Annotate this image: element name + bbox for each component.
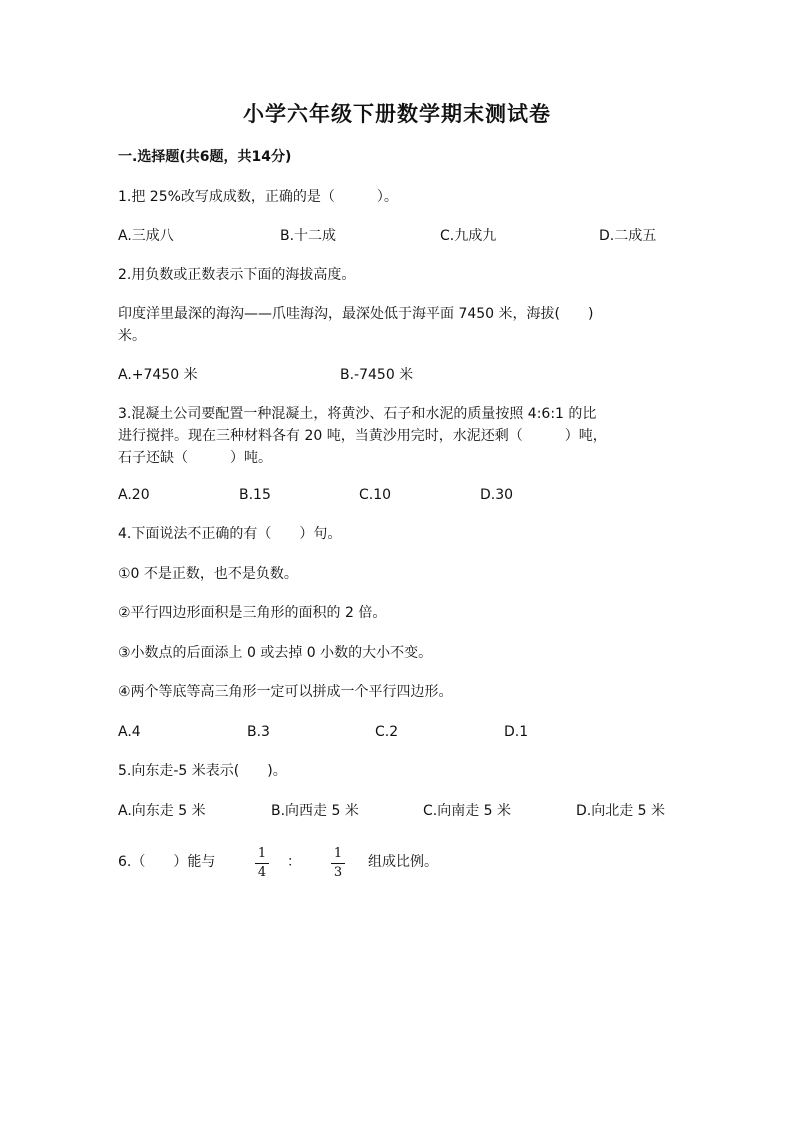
question-1-stem: 1.把 25%改写成成数，正确的是（ ）。 <box>118 189 398 205</box>
question-3-line2: 进行搅拌。现在三种材料各有 20 吨，当黄沙用完时，水泥还剩（ ）吨， <box>118 428 607 444</box>
question-6-suffix: 组成比例。 <box>368 854 438 870</box>
q1-option-d: D.二成五 <box>599 228 657 244</box>
q3-option-a: A.20 <box>118 487 150 503</box>
fraction-1-numerator: 1 <box>257 846 267 861</box>
question-5-stem: 5.向东走-5 米表示( )。 <box>118 763 287 779</box>
q2-option-a: A.+7450 米 <box>118 367 198 383</box>
question-3-line1: 3.混凝土公司要配置一种混凝土，将黄沙、石子和水泥的质量按照 4:6:1 的比 <box>118 406 597 422</box>
q4-statement-4: ④两个等底等高三角形一定可以拼成一个平行四边形。 <box>118 684 453 700</box>
q3-option-c: C.10 <box>359 487 392 503</box>
fraction-1-bar <box>255 863 269 864</box>
question-2-text-line2: 米。 <box>118 328 146 344</box>
q1-option-b: B.十二成 <box>280 228 337 244</box>
fraction-one-third <box>331 846 345 881</box>
q4-option-a: A.4 <box>118 724 141 740</box>
fraction-2-bar <box>331 863 345 864</box>
question-2-stem: 2.用负数或正数表示下面的海拔高度。 <box>118 267 356 283</box>
q1-option-a: A.三成八 <box>118 228 174 244</box>
fraction-2-numerator: 1 <box>333 846 343 861</box>
q1-option-c: C.九成九 <box>440 228 497 244</box>
section-heading: 一.选择题(共6题，共14分) <box>118 149 292 165</box>
question-4-stem: 4.下面说法不正确的有（ ）句。 <box>118 526 342 542</box>
fraction-one-quarter <box>255 846 269 881</box>
q3-option-d: D.30 <box>480 487 514 503</box>
q4-statement-1: ①0 不是正数，也不是负数。 <box>118 566 298 582</box>
fraction-1-denominator: 4 <box>257 865 267 880</box>
q3-option-b: B.15 <box>239 487 271 503</box>
question-6-prefix: 6.（ ）能与 <box>118 854 216 870</box>
q4-statement-3: ③小数点的后面添上 0 或去掉 0 小数的大小不变。 <box>118 645 433 661</box>
q4-option-b: B.3 <box>247 724 270 740</box>
q5-option-c: C.向南走 5 米 <box>423 803 512 819</box>
question-2-text-line1: 印度洋里最深的海沟——爪哇海沟，最深处低于海平面 7450 米，海拔( ) <box>118 306 594 322</box>
q5-option-b: B.向西走 5 米 <box>271 803 359 819</box>
q4-statement-2: ②平行四边形面积是三角形的面积的 2 倍。 <box>118 605 387 621</box>
q5-option-a: A.向东走 5 米 <box>118 803 206 819</box>
q4-option-d: D.1 <box>504 724 529 740</box>
q5-option-d: D.向北走 5 米 <box>576 803 666 819</box>
q2-option-b: B.-7450 米 <box>340 367 414 383</box>
page-title: 小学六年级下册数学期末测试卷 <box>243 101 551 126</box>
q4-option-c: C.2 <box>375 724 399 740</box>
ratio-colon: ： <box>287 854 301 870</box>
question-3-line3: 石子还缺（ ）吨。 <box>118 450 272 466</box>
fraction-2-denominator: 3 <box>333 865 343 880</box>
